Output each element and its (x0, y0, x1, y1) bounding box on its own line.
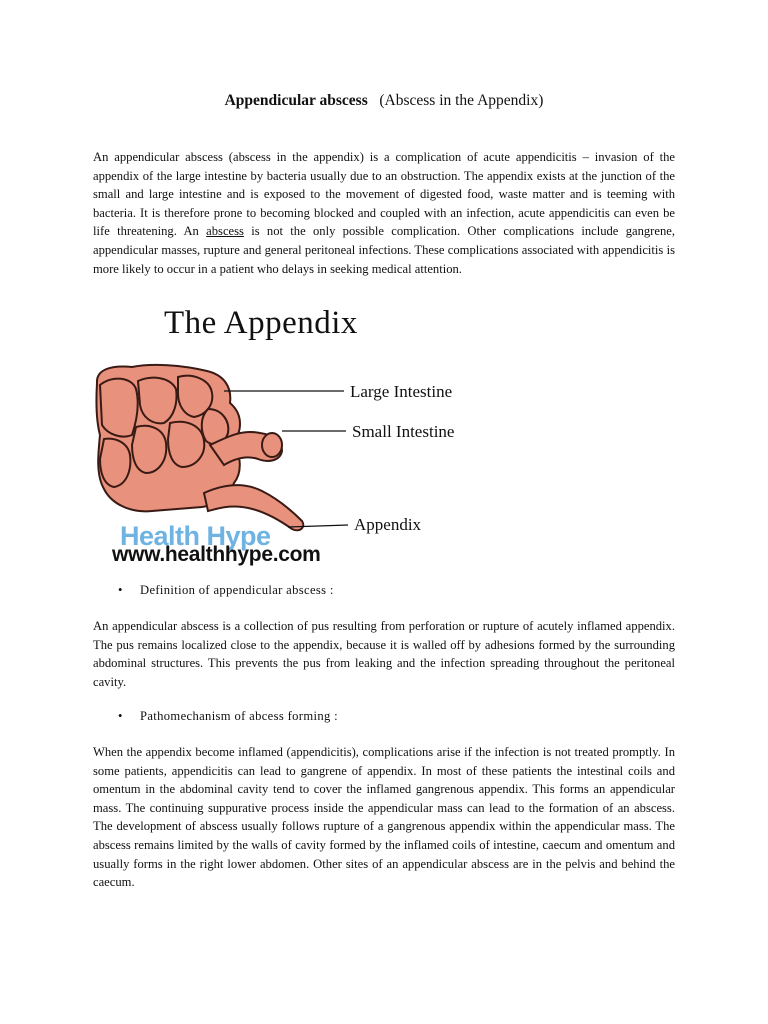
haustra-1 (100, 379, 138, 437)
bullet-pathomechanism-text: Pathomechanism of abcess forming : (140, 709, 338, 723)
brand-logo-text: Health Hype (120, 521, 271, 551)
small-intestine-end (262, 433, 282, 457)
label-appendix: Appendix (354, 515, 422, 534)
bullet-definition (118, 583, 334, 598)
haustra-6 (168, 422, 204, 467)
intro-paragraph (93, 148, 675, 278)
p1-seg-1: appendicular abscess (abscess in the appendix) (114, 150, 364, 164)
intestine-drawing (96, 365, 348, 530)
haustra-5 (132, 426, 166, 473)
p1-seg-2: is a complication of acute appendicitis – invasion of the appendix of the large intestine by bacteria usually due to an obstruction. The appendix exists at the junction of the small and large intestine and is exposed to the movement of digested food, waste matter and is teeming with bacteria. It is therefore prone to becoming blocked and coupled with an infection, acute appendicitis can even be life threatening. An (93, 150, 676, 239)
figure-title: The Appendix (164, 305, 358, 341)
bullet-dot-icon: • (118, 709, 123, 723)
label-large-intestine: Large Intestine (350, 382, 453, 401)
bullet-definition-text: Definition of appendicular abscess : (140, 583, 334, 597)
p1-seg-0: An (93, 150, 115, 164)
p1-seg-4: is not the only possible complication. Other complications include gangrene, appendicular masses, rupture and general peritoneal infections. These complications associated with appendicitis is more likely to occur in a patient who delays in seeking medical attention. (93, 224, 675, 276)
brand-url: www.healthhype.com (112, 543, 321, 566)
pathomechanism-paragraph: When the appendix become inflamed (appendicitis), complications arise if the infection is not treated promptly. In some patients, appendicitis can lead to gangrene of appendix. In most of these patients the intestinal coils and omentum in the abdominal cavity tend to cover the inflamed gangrenous appendix. This forms an appendicular mass. The continuing suppurative process inside the appendicular mass can lead to the formation of an abscess. The development of abscess usually follows rupture of a gangrenous appendix within the appendicular mass. The abscess remains limited by the walls of cavity formed by the inflamed coils of intestine, caecum and omentum and usually forms in the right lower abdomen. Other sites of an appendicular abscess are in the pelvis and behind the caecum. (93, 745, 675, 890)
bullet-dot-icon: • (118, 583, 123, 597)
bullet-pathomechanism (118, 709, 338, 724)
label-small-intestine: Small Intestine (352, 422, 455, 441)
title-subtitle: (Abscess in the Appendix) (379, 92, 544, 109)
abscess-link[interactable]: abscess (206, 224, 244, 239)
appendix-figure (92, 305, 492, 570)
haustra-4 (100, 439, 130, 487)
title-bold: Appendicular abscess (224, 92, 368, 109)
definition-paragraph: An appendicular abscess is a collection of pus resulting from perforation or rupture of acutely inflamed appendix. The pus remains localized close to the appendix, because it is walled off by adhesions formed by the surrounding abdominal structures. This prevents the pus from leaking and the infection spreading throughout the peritoneal cavity. (93, 619, 675, 689)
page-title (0, 92, 768, 110)
